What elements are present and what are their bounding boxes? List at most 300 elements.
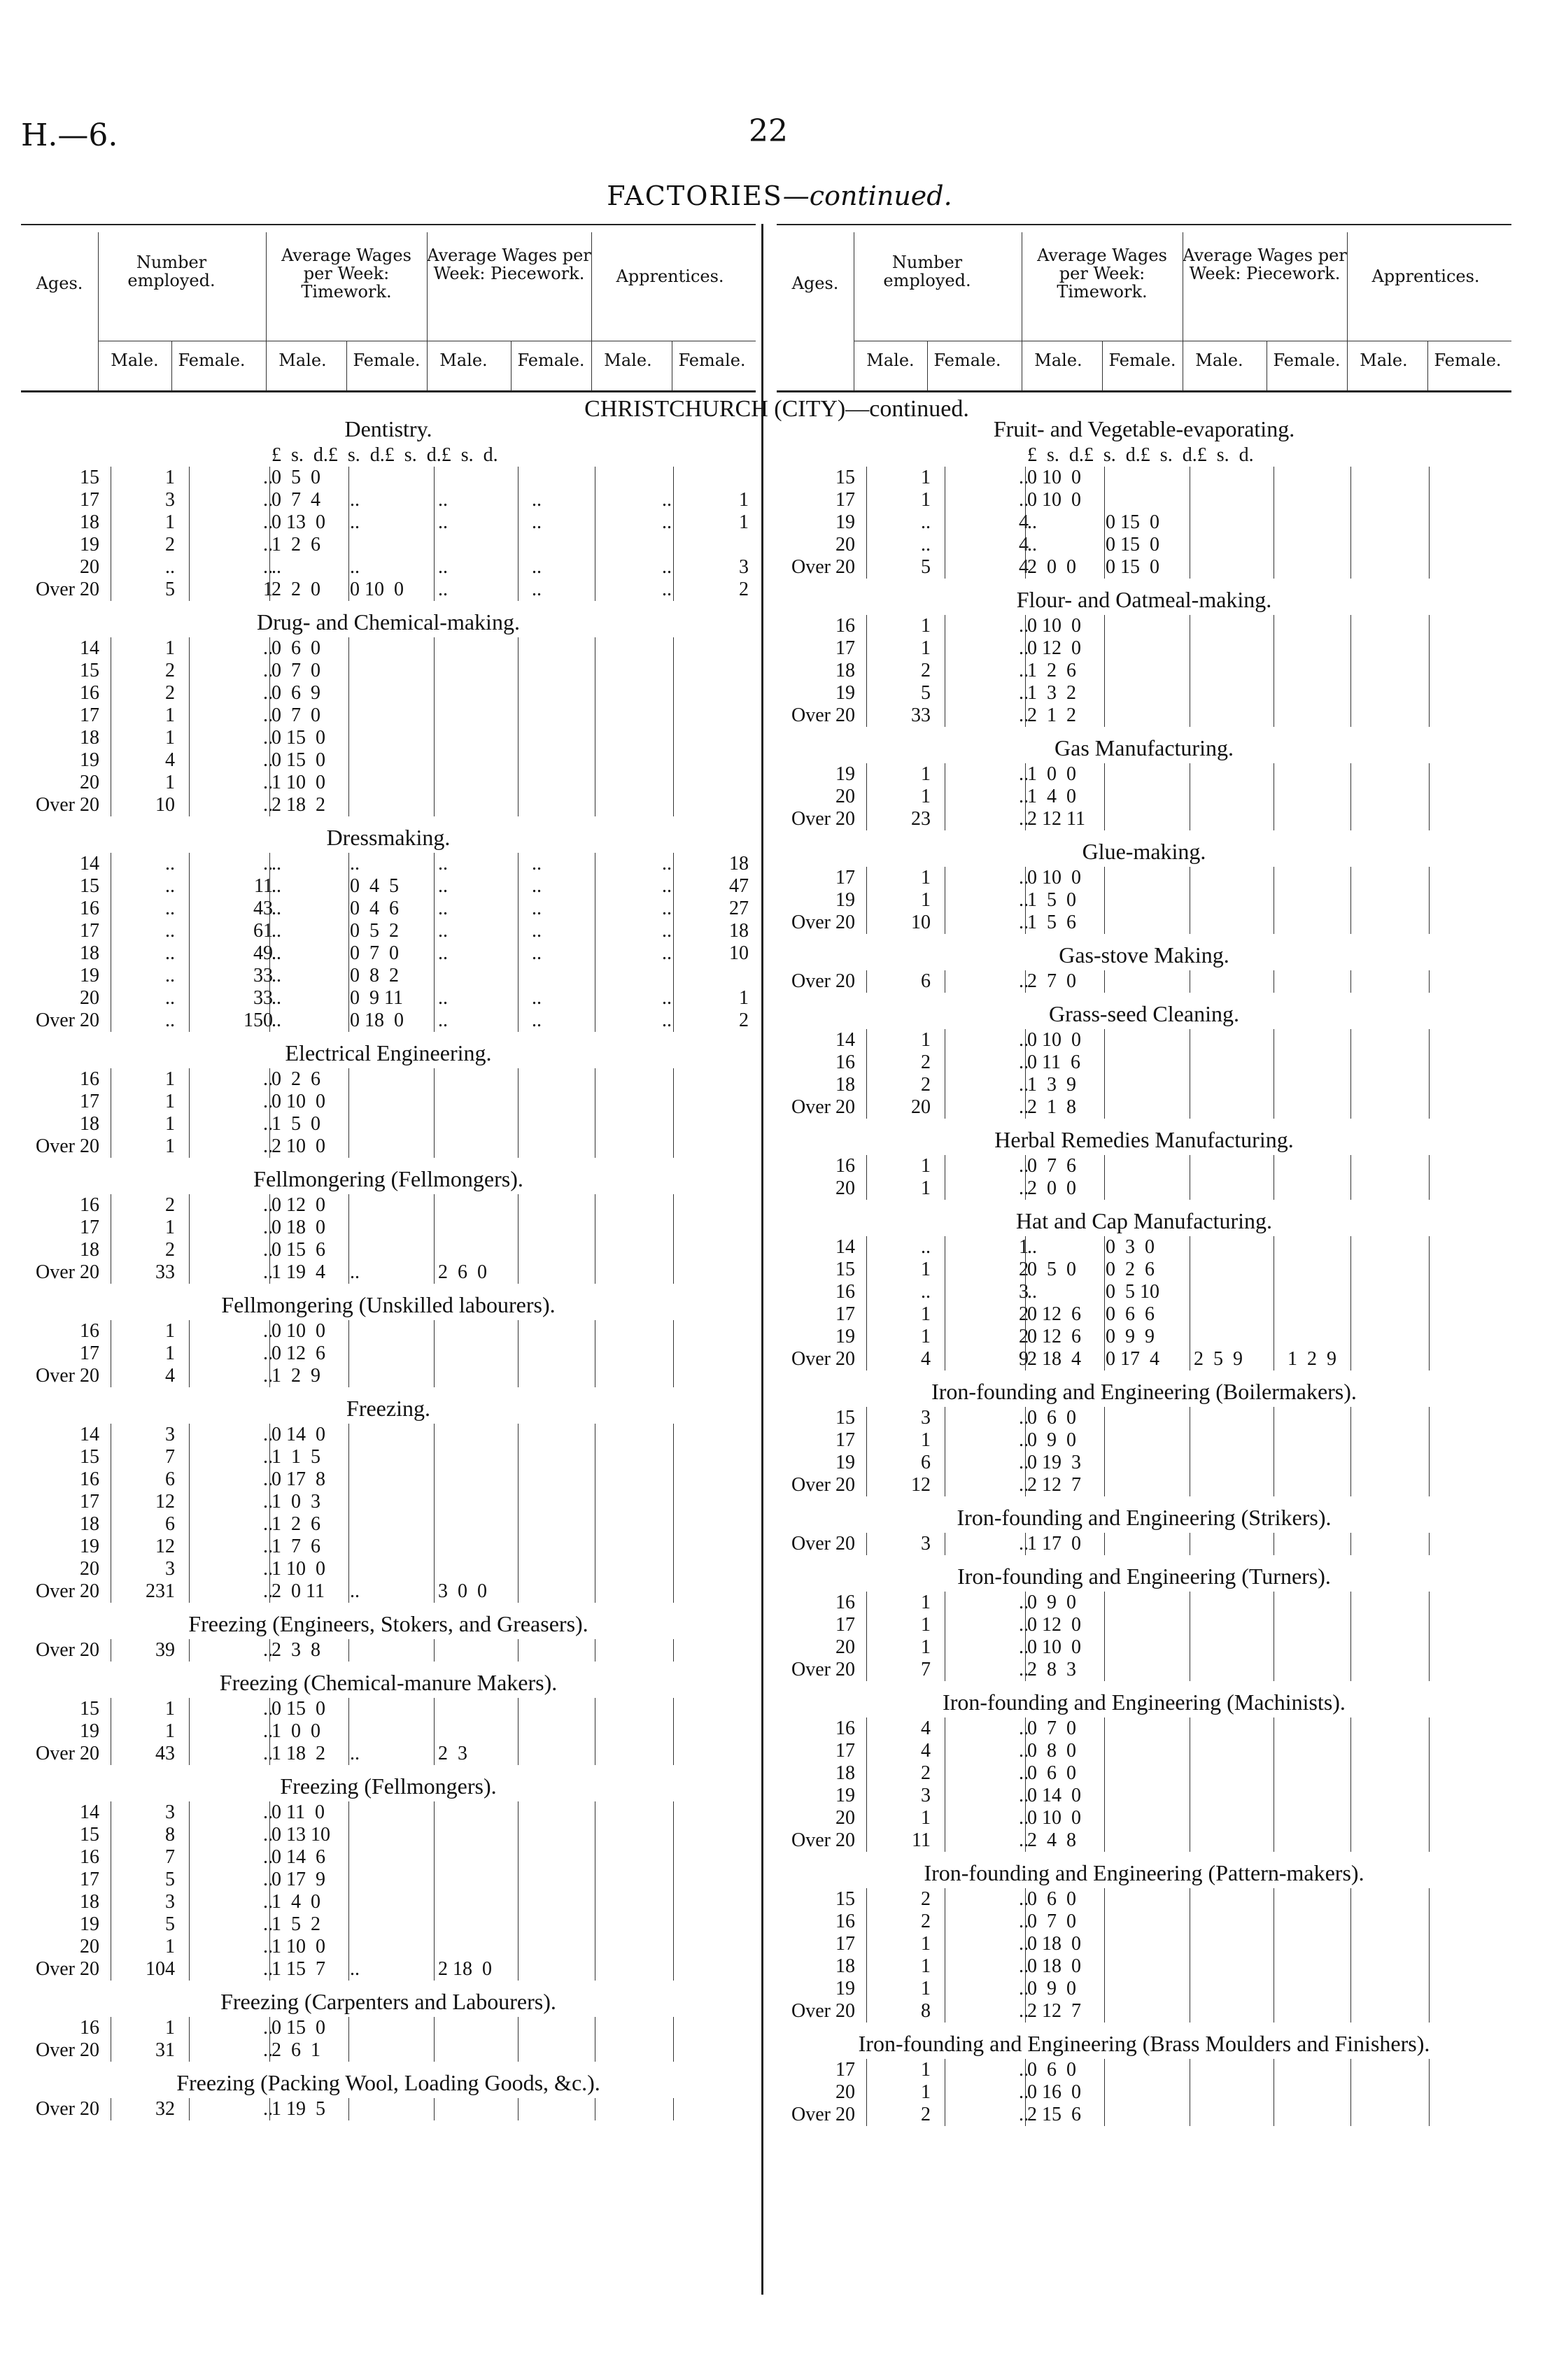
column-rule <box>1025 615 1026 727</box>
cell-m: .. <box>921 1236 931 1258</box>
cell-age: Over 20 <box>791 2104 855 2125</box>
title-continued: —continued. <box>782 180 952 211</box>
table-row <box>21 875 756 898</box>
column-rule <box>1104 763 1105 830</box>
cell-tm: 0 7 0 <box>271 704 320 726</box>
cell-f: .. <box>1019 1429 1029 1451</box>
cell-m: 5 <box>165 1913 175 1935</box>
table-row <box>21 1536 756 1558</box>
cell-tm: 2 1 2 <box>1027 704 1076 726</box>
cell-tm: 0 6 0 <box>1027 1762 1076 1784</box>
header-rule <box>1102 341 1103 390</box>
cell-age: 20 <box>835 1636 855 1658</box>
cell-f: .. <box>1019 1978 1029 1999</box>
cell-f: .. <box>1019 1636 1029 1658</box>
cell-tf: 0 2 6 <box>1106 1259 1155 1280</box>
cell-f: .. <box>1019 1955 1029 1977</box>
table-row <box>21 704 756 727</box>
cell-age: 17 <box>835 637 855 659</box>
column-rule <box>518 853 519 1032</box>
section-title: Freezing (Carpenters and Labourers). <box>220 1989 556 2014</box>
cell-m: 1 <box>165 1135 175 1157</box>
cell-age: 20 <box>835 786 855 807</box>
cell-f: .. <box>263 1468 273 1490</box>
header-female: Female. <box>1273 350 1341 370</box>
cell-tm: 0 7 0 <box>1027 1717 1076 1739</box>
table-row <box>21 1091 756 1113</box>
cell-m: 1 <box>921 1259 931 1280</box>
cell-tm: 0 12 0 <box>1027 1614 1081 1636</box>
cell-f: .. <box>1019 1888 1029 1910</box>
table-row <box>21 1913 756 1936</box>
table-row <box>777 1533 1511 1555</box>
cell-age: 19 <box>80 965 99 986</box>
header-avg-wages-timework: Average Wages per Week: Timework. <box>281 246 411 302</box>
column-rule <box>1429 1888 1430 2023</box>
cell-m: 4 <box>921 1348 931 1370</box>
cell-m: 33 <box>155 1261 175 1283</box>
currency-units <box>21 444 756 467</box>
cell-f: .. <box>263 1343 273 1364</box>
section-title: Freezing (Fellmongers). <box>280 1773 497 1799</box>
cell-tm: 0 17 9 <box>271 1869 325 1890</box>
cell-age: 16 <box>80 1846 99 1868</box>
cell-m: 4 <box>165 749 175 771</box>
cell-m: .. <box>921 511 931 533</box>
cell-tm: 0 18 0 <box>271 1217 325 1238</box>
cell-f: .. <box>263 637 273 659</box>
cell-age: Over 20 <box>791 1659 855 1680</box>
cell-tm: 0 18 0 <box>1027 1933 1081 1955</box>
cell-age: 17 <box>80 1491 99 1513</box>
table-row <box>21 1891 756 1913</box>
cell-f: .. <box>263 1720 273 1742</box>
table-row <box>21 534 756 556</box>
cell-age: 20 <box>80 772 99 793</box>
cell-age: 17 <box>80 1869 99 1890</box>
section-title: Fruit- and Vegetable-evaporating. <box>993 416 1295 441</box>
column-rule <box>1350 2059 1351 2126</box>
cell-f: .. <box>263 2039 273 2061</box>
section-rows <box>21 1639 756 1662</box>
table-row <box>777 1888 1511 1911</box>
cell-age: 16 <box>80 682 99 704</box>
cell-age: Over 20 <box>791 1474 855 1496</box>
section-rows <box>777 1155 1511 1200</box>
cell-m: .. <box>165 556 175 578</box>
cell-f: .. <box>1019 615 1029 637</box>
table-row <box>21 1468 756 1491</box>
cell-m: 1 <box>921 1155 931 1177</box>
column-rule <box>348 1320 349 1387</box>
table-row <box>21 2017 756 2039</box>
cell-age: Over 20 <box>36 1639 99 1661</box>
column-rule <box>189 1194 190 1284</box>
cell-f: .. <box>263 682 273 704</box>
header-avg-wages-timework: Average Wages per Week: Timework. <box>1037 246 1167 302</box>
cell-af: 18 <box>729 853 749 874</box>
column-rule <box>189 2017 190 2062</box>
column-rule <box>1429 1029 1430 1119</box>
cell-tm: 1 7 6 <box>271 1536 320 1557</box>
cell-age: Over 20 <box>791 556 855 578</box>
cell-pm: .. <box>438 898 448 919</box>
cell-age: 16 <box>835 615 855 637</box>
column-rule <box>673 467 674 601</box>
cell-tm: 0 12 0 <box>1027 637 1081 659</box>
cell-tm: 1 4 0 <box>271 1891 320 1913</box>
table-row <box>777 1429 1511 1452</box>
cell-pf: .. <box>532 920 542 942</box>
column-rule <box>1104 1407 1105 1496</box>
cell-tm: .. <box>271 556 281 578</box>
cell-m: 1 <box>165 1113 175 1135</box>
cell-f: .. <box>1019 1177 1029 1199</box>
cell-tm: .. <box>271 875 281 897</box>
cell-age: 17 <box>835 1303 855 1325</box>
cell-f: .. <box>1019 1533 1029 1554</box>
cell-m: 3 <box>921 1407 931 1429</box>
cell-m: 1 <box>921 1955 931 1977</box>
cell-age: 17 <box>80 489 99 511</box>
cell-af: 2 <box>739 579 749 600</box>
cell-f: 1 <box>1019 1236 1029 1258</box>
column-rule <box>434 1068 435 1158</box>
table-row <box>21 1513 756 1536</box>
cell-age: 14 <box>80 853 99 874</box>
cell-f: .. <box>1019 1051 1029 1073</box>
cell-tm: 0 6 9 <box>271 682 320 704</box>
cell-age: Over 20 <box>36 2039 99 2061</box>
cell-tf: 0 17 4 <box>1106 1348 1159 1370</box>
column-rule <box>1350 763 1351 830</box>
cell-am: .. <box>662 511 672 533</box>
cell-tf: .. <box>350 489 360 511</box>
cell-age: 16 <box>80 1468 99 1490</box>
cell-m: 12 <box>911 1474 931 1496</box>
column-rule <box>189 1698 190 1765</box>
cell-f: .. <box>263 1194 273 1216</box>
header-ages: Ages. <box>36 274 83 293</box>
cell-tm: 2 12 7 <box>1027 2000 1081 2022</box>
cell-m: 1 <box>165 704 175 726</box>
cell-age: 18 <box>80 1891 99 1913</box>
header-ages: Ages. <box>791 274 839 293</box>
section-rows <box>777 1029 1511 1119</box>
cell-m: 1 <box>921 467 931 488</box>
table-row <box>777 808 1511 830</box>
cell-m: 1 <box>165 1091 175 1112</box>
cell-age: 19 <box>835 1978 855 1999</box>
cell-age: 14 <box>80 1801 99 1823</box>
cell-m: 2 <box>921 660 931 681</box>
cell-pm: .. <box>438 579 448 600</box>
column-rule <box>866 1717 867 1852</box>
cell-m: 104 <box>146 1958 175 1980</box>
cell-m: 5 <box>921 556 931 578</box>
section-rows <box>21 1320 756 1387</box>
section-title: Freezing (Packing Wool, Loading Goods, &c.). <box>176 2070 600 2095</box>
column-rule <box>1104 1236 1105 1370</box>
column-rule <box>673 1424 674 1603</box>
column-rule <box>673 2017 674 2062</box>
cell-m: 1 <box>165 1343 175 1364</box>
cell-tm: 1 15 7 <box>271 1958 325 1980</box>
cell-pf: .. <box>532 942 542 964</box>
cell-age: 16 <box>835 1155 855 1177</box>
cell-pf: .. <box>532 898 542 919</box>
cell-f: 2 <box>1019 1303 1029 1325</box>
cell-m: .. <box>165 920 175 942</box>
cell-tm: 0 9 0 <box>1027 1592 1076 1613</box>
column-rule <box>1025 1236 1026 1370</box>
column-rule <box>1429 1592 1430 1681</box>
table-row <box>777 1155 1511 1177</box>
cell-f: .. <box>1019 2000 1029 2022</box>
cell-m: 31 <box>155 2039 175 2061</box>
cell-age: 17 <box>835 1614 855 1636</box>
table-row <box>777 467 1511 489</box>
cell-pm: 2 5 9 <box>1194 1348 1243 1370</box>
cell-f: .. <box>1019 1740 1029 1762</box>
cell-tf: 0 15 0 <box>1106 511 1159 533</box>
cell-m: 1 <box>921 1429 931 1451</box>
cell-m: 3 <box>165 1424 175 1445</box>
cell-tm: 0 10 0 <box>1027 615 1081 637</box>
cell-f: .. <box>263 467 273 488</box>
cell-tm: 0 9 0 <box>1027 1978 1076 1999</box>
table-row <box>21 1068 756 1091</box>
table-row <box>777 1614 1511 1636</box>
cell-f: .. <box>263 1536 273 1557</box>
cell-m: 12 <box>155 1536 175 1557</box>
cell-m: 6 <box>921 1452 931 1473</box>
cell-tm: 0 10 0 <box>1027 467 1081 488</box>
cell-f: .. <box>1019 1762 1029 1784</box>
column-rule <box>673 1698 674 1765</box>
cell-f: .. <box>1019 912 1029 933</box>
header-male: Male. <box>1195 350 1243 370</box>
cell-am: .. <box>662 489 672 511</box>
column-rule <box>1350 970 1351 993</box>
column-rule <box>1025 867 1026 934</box>
column-rule <box>348 2098 349 2120</box>
column-rule <box>673 1320 674 1387</box>
table-row <box>21 1113 756 1135</box>
cell-am: .. <box>662 942 672 964</box>
column-rule <box>434 1194 435 1284</box>
cell-f: 1 <box>263 579 273 600</box>
cell-m: 1 <box>921 1029 931 1051</box>
cell-m: 1 <box>165 1320 175 1342</box>
cell-f: .. <box>1019 970 1029 992</box>
cell-tf: 0 9 9 <box>1106 1326 1155 1347</box>
column-rule <box>673 637 674 816</box>
cell-m: 1 <box>921 637 931 659</box>
cell-m: 1 <box>165 1217 175 1238</box>
cell-tm: 0 15 6 <box>271 1239 325 1261</box>
cell-tm: 1 2 6 <box>271 534 320 555</box>
column-rule <box>348 637 349 816</box>
cell-age: 15 <box>835 1259 855 1280</box>
cell-tm: 0 17 8 <box>271 1468 325 1490</box>
cell-m: 20 <box>911 1096 931 1118</box>
table-row <box>777 1452 1511 1474</box>
cell-m: 6 <box>165 1513 175 1535</box>
cell-age: Over 20 <box>36 1958 99 1980</box>
column-rule <box>1025 2059 1026 2126</box>
cell-age: 15 <box>80 875 99 897</box>
section-rows <box>21 1194 756 1284</box>
cell-age: 20 <box>835 1807 855 1829</box>
cell-tm: .. <box>271 853 281 874</box>
table-row <box>21 1010 756 1032</box>
cell-m: 1 <box>921 1933 931 1955</box>
column-rule <box>1025 1533 1026 1555</box>
cell-f: .. <box>1019 1911 1029 1932</box>
cell-am: .. <box>662 579 672 600</box>
table-row <box>21 1558 756 1580</box>
cell-m: 6 <box>165 1468 175 1490</box>
column-rule <box>1025 1029 1026 1119</box>
column-rule <box>348 1801 349 1981</box>
header-rule <box>1347 232 1348 390</box>
cell-age: 17 <box>80 1217 99 1238</box>
cell-tm: 0 6 0 <box>271 637 320 659</box>
column-rule <box>434 1801 435 1981</box>
column-rule <box>189 853 190 1032</box>
table-row <box>777 1051 1511 1074</box>
header-female: Female. <box>1108 350 1176 370</box>
table-row <box>21 794 756 816</box>
table-row <box>21 511 756 534</box>
cell-tm: 2 12 11 <box>1027 808 1085 830</box>
column-rule <box>518 637 519 816</box>
cell-am: .. <box>662 875 672 897</box>
column-rule <box>673 853 674 1032</box>
cell-pm: .. <box>438 511 448 533</box>
cell-f: .. <box>1019 660 1029 681</box>
cell-m: 3 <box>921 1533 931 1554</box>
cell-tm: 1 3 9 <box>1027 1074 1076 1096</box>
column-rule <box>1429 970 1430 993</box>
cell-f: .. <box>1019 2081 1029 2103</box>
table-row <box>21 637 756 660</box>
table-row <box>21 1491 756 1513</box>
header-rule <box>171 341 172 390</box>
cell-f: .. <box>1019 1933 1029 1955</box>
column-rule <box>518 1320 519 1387</box>
column-rule <box>1104 615 1105 727</box>
header-rule <box>346 341 347 390</box>
cell-tm: 1 10 0 <box>271 1558 325 1580</box>
cell-m: .. <box>165 898 175 919</box>
cell-m: 1 <box>921 1807 931 1829</box>
column-rule <box>269 853 270 1032</box>
column-rule <box>434 1698 435 1765</box>
cell-pm: .. <box>438 489 448 511</box>
cell-age: Over 20 <box>791 1348 855 1370</box>
column-rule <box>1104 1888 1105 2023</box>
cell-m: 1 <box>921 763 931 785</box>
column-rule <box>518 2098 519 2120</box>
cell-tm: 2 8 3 <box>1027 1659 1076 1680</box>
cell-tm: 1 18 2 <box>271 1743 325 1764</box>
column-rule <box>1104 467 1105 579</box>
cell-m: 2 <box>921 1762 931 1784</box>
cell-tm: 0 11 0 <box>271 1801 325 1823</box>
table-row <box>21 579 756 601</box>
column-rule <box>189 1424 190 1603</box>
column-rule <box>1350 1407 1351 1496</box>
table-row <box>777 682 1511 704</box>
table-row <box>777 1636 1511 1659</box>
column-rule <box>1104 1533 1105 1555</box>
section-title: Grass-seed Cleaning. <box>1049 1001 1239 1026</box>
cell-m: 2 <box>165 1239 175 1261</box>
header-rule <box>1427 341 1428 390</box>
cell-age: 18 <box>835 1955 855 1977</box>
cell-age: 19 <box>835 682 855 704</box>
header-female: Female. <box>678 350 746 370</box>
cell-age: 16 <box>80 898 99 919</box>
column-rule <box>518 1698 519 1765</box>
table-row <box>777 1659 1511 1681</box>
table-row <box>21 1958 756 1981</box>
cell-age: 19 <box>80 1913 99 1935</box>
table-row <box>21 467 756 489</box>
column-rule <box>269 1424 270 1603</box>
cell-pf: .. <box>532 853 542 874</box>
column-rule <box>269 1320 270 1387</box>
cell-tm: 0 10 0 <box>271 1320 325 1342</box>
column-rule <box>348 1068 349 1158</box>
cell-m: 2 <box>165 534 175 555</box>
cell-tf: .. <box>350 853 360 874</box>
table-row <box>21 772 756 794</box>
cell-tm: 1 2 6 <box>1027 660 1076 681</box>
cell-f: .. <box>1019 1717 1029 1739</box>
cell-f: .. <box>1019 808 1029 830</box>
column-rule <box>1350 867 1351 934</box>
cell-f: .. <box>1019 889 1029 911</box>
cell-f: 61 <box>253 920 273 942</box>
cell-tm: 1 2 9 <box>271 1365 320 1387</box>
cell-age: 14 <box>835 1029 855 1051</box>
cell-tm: 2 10 0 <box>271 1135 325 1157</box>
column-rule <box>348 1194 349 1284</box>
cell-f: .. <box>1019 1829 1029 1851</box>
column-rule <box>434 853 435 1032</box>
table-row <box>777 2000 1511 2023</box>
cell-tf: 0 5 2 <box>350 920 399 942</box>
table-row <box>777 786 1511 808</box>
cell-f: .. <box>1019 1785 1029 1806</box>
cell-age: 20 <box>80 556 99 578</box>
column-divider <box>761 224 763 2295</box>
cell-tm: 2 1 8 <box>1027 1096 1076 1118</box>
table-row <box>21 965 756 987</box>
cell-m: 1 <box>165 727 175 749</box>
cell-age: Over 20 <box>36 1743 99 1764</box>
cell-tm: 0 10 0 <box>271 1091 325 1112</box>
cell-f: .. <box>1019 1614 1029 1636</box>
cell-pm: 2 6 0 <box>438 1261 487 1283</box>
header-female: Female. <box>1434 350 1502 370</box>
column-rule <box>1350 467 1351 579</box>
cell-f: .. <box>263 1891 273 1913</box>
section-title: Freezing (Engineers, Stokers, and Greasers). <box>188 1611 588 1636</box>
